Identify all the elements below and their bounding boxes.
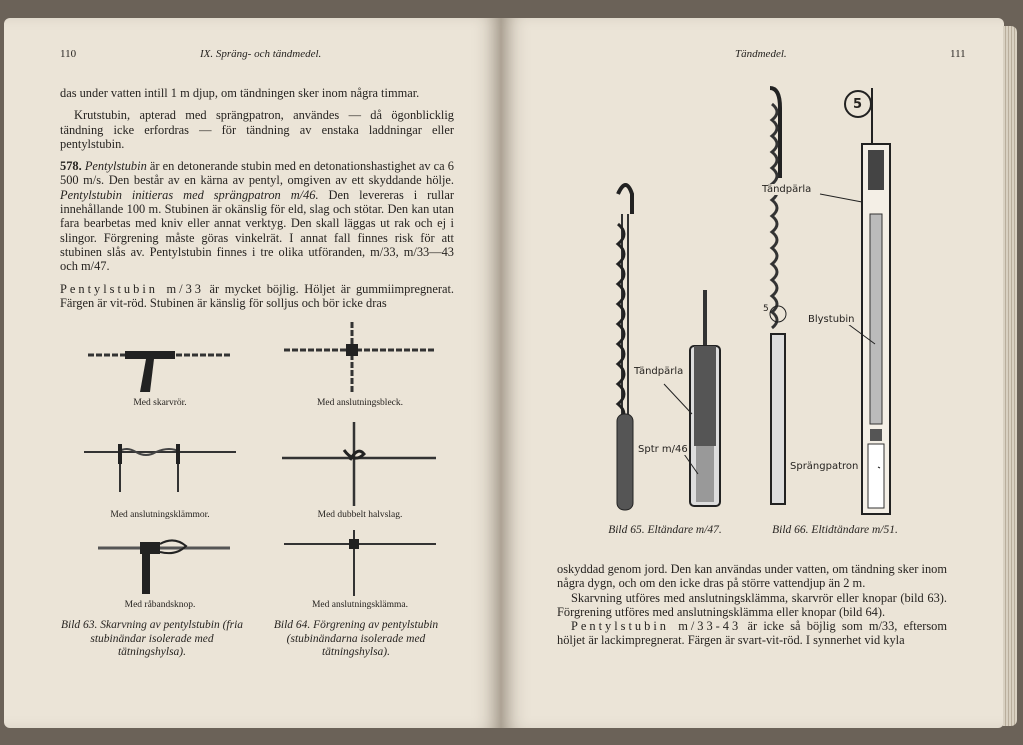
left-paragraph-1: das under vatten intill 1 m djup, om tändningen sker inom några timmar.	[60, 86, 420, 100]
figure-rabandsknop	[80, 530, 240, 598]
figure-dubbelt-halvslag	[280, 420, 440, 510]
marker-5-small: 5	[763, 304, 769, 314]
figure-anslutningsklamma	[280, 528, 440, 600]
caption-skarvror: Med skarvrör.	[133, 398, 187, 408]
figure-anslutningsbleck	[280, 318, 440, 398]
caption-bild-65: Bild 65. Eltändare m/47.	[608, 524, 722, 536]
paragraph-3-rest: är icke så böjlig som m/33, eftersom höljet är lackimpregnerat. Färgen är svart-vit-röd. I synnerhet vid kyla	[557, 619, 947, 648]
caption-anslutningsklammor: Med anslutningsklämmor.	[110, 510, 210, 520]
marker-5-large: 5	[853, 97, 863, 112]
left-running-header: IX. Spräng- och tändmedel.	[200, 48, 322, 60]
spaced-term: Pentylstubin m/33	[60, 281, 204, 296]
figure-detonators	[600, 84, 1000, 524]
caption-bild-63: Bild 63. Skarvning av pentylstubin (fria stubinändar isolerade med tätningshylsa).	[60, 619, 244, 658]
spaced-term-right: Pentylstubin m/33-43	[571, 619, 742, 634]
label-tandparla-b: Tändpärla	[762, 184, 812, 195]
label-sptr-m46: Sptr m/46	[638, 444, 688, 455]
right-paragraph-2: Skarvning utföres med anslutningsklämma, skarvrör eller knopar (bild 63). Förgrening utföres med anslutningsklämma eller knopar (bild 64).	[557, 590, 947, 619]
paragraph-3-part-b: Den levereras i rullar innehållande 100 m. Stubinen är okänslig för eld, slag och stötar. Den kan utan fara bearbetas med kniv eller annat verktyg. Den skall läggas ut rak och ej i slingor. Förgrening måste göras vinkelrät. I annat fall finnes risk för att stubinen slås av. Pentylstubin finnes i tre olika utföranden, m/33, m/33—43 och m/47.	[60, 187, 454, 274]
caption-bild-64: Bild 64. Förgrening av pentylstubin (stubinändarna isolerade med tätningshylsa).	[273, 619, 439, 658]
paragraph-3-italic: Pentylstubin initieras med sprängpatron m/46.	[60, 187, 319, 202]
left-paragraph-4	[60, 282, 454, 311]
right-paragraph-3	[557, 619, 947, 648]
label-sprangpatron: Sprängpatron	[790, 461, 859, 472]
left-paragraph-3	[60, 159, 454, 273]
right-body-text	[557, 562, 947, 656]
caption-anslutningsbleck: Med anslutningsbleck.	[316, 398, 403, 408]
caption-anslutningsklamma: Med anslutningsklämma.	[311, 600, 409, 610]
left-paragraph-2: Krutstubin, apterad med sprängpatron, användes — då ögonblicklig tändning icke erfordras — för tändning av enstaka laddningar eller pentylstubin.	[60, 108, 454, 151]
right-paragraph-1: oskyddad genom jord. Den kan användas under vatten, om tändning sker inom några dygn, och om den icke dras på större vattendjup än 2 m.	[557, 562, 947, 591]
paragraph-4-rest: är mycket böjlig. Höljet är gummiimpregnerat. Färgen är vit-röd. Stubinen är känslig för solljus och bör icke dras	[60, 281, 455, 310]
page-edges	[1003, 26, 1017, 726]
label-tandparla-a: Tändpärla	[634, 366, 684, 377]
figure-anslutningsklammor	[80, 430, 240, 510]
caption-dubbelt-halvslag: Med dubbelt halvslag.	[317, 510, 403, 520]
right-page-number: 111	[950, 48, 966, 60]
paragraph-3-part-a: är en detonerande stubin med en detonationshastighet av ca 6 500 m/s. Den består av en kärna av pentyl, omgiven av ett skyddande hölje.	[60, 159, 454, 188]
label-blystubin: Blystubin	[808, 314, 855, 325]
right-running-header: Tändmedel.	[735, 48, 787, 60]
section-number: 578.	[60, 159, 82, 174]
figure-skarvror	[80, 330, 240, 400]
left-body-text	[60, 86, 454, 318]
left-page-number: 110	[60, 48, 77, 60]
caption-bild-66: Bild 66. Eltidtändare m/51.	[772, 524, 898, 536]
term-pentylstubin: Pentylstubin	[84, 159, 147, 174]
caption-rabandsknop: Med råbandsknop.	[124, 600, 196, 610]
